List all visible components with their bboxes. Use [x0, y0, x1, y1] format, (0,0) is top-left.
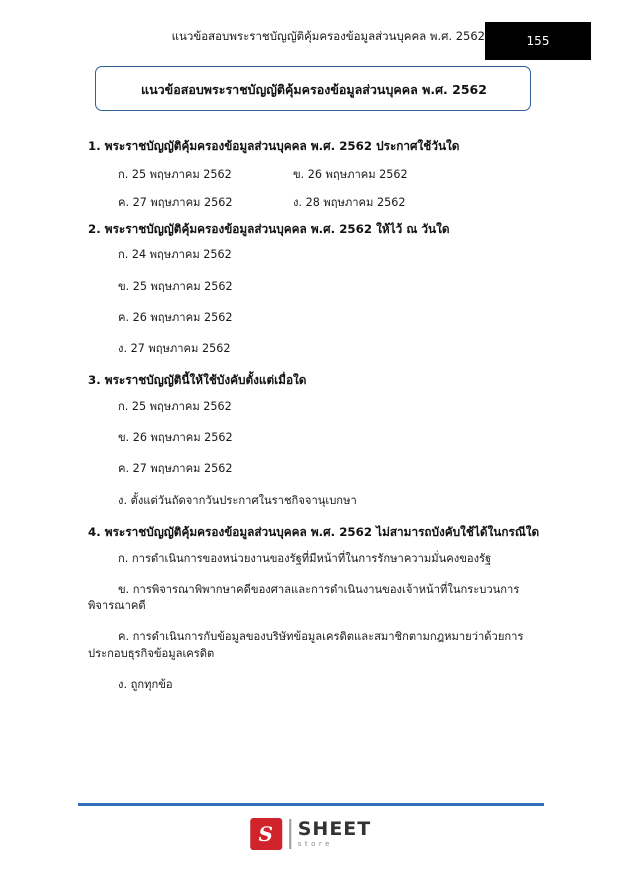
choice-item[interactable]: ก. 25 พฤษภาคม 2562 [118, 400, 232, 413]
page-number: 155 [526, 34, 550, 48]
page-title: แนวข้อสอบพระราชบัญญัติคุ้มครองข้อมูลส่วนบุคคล พ.ศ. 2562 [141, 82, 487, 97]
choice-item[interactable]: ข. การพิจารณาพิพากษาคดีของศาลและการดำเนินงานของเจ้าหน้าที่ในกระบวนการพิจารณาคดี [88, 582, 520, 613]
choice-item[interactable]: ข. 26 พฤษภาคม 2562 [293, 167, 408, 181]
footer-divider [78, 803, 544, 806]
question-text: 1. พระราชบัญญัติคุ้มครองข้อมูลส่วนบุคคล พ.ศ. 2562 ประกาศใช้วันใด [88, 139, 460, 153]
logo-divider [289, 819, 291, 849]
question-text: 3. พระราชบัญญัตินี้ให้ใช้บังคับตั้งแต่เมื่อใด [88, 373, 307, 388]
question-text: 2. พระราชบัญญัติคุ้มครองข้อมูลส่วนบุคคล พ.ศ. 2562 ให้ไว้ ณ วันใด [88, 221, 450, 236]
running-header-title: แนวข้อสอบพระราชบัญญัติคุ้มครองข้อมูลส่วนบุคคล พ.ศ. 2562 [171, 29, 485, 43]
question-block [88, 221, 556, 358]
question-block [88, 372, 556, 509]
footer-logo [250, 818, 372, 850]
choice-item[interactable]: ค. 27 พฤษภาคม 2562 [118, 195, 233, 209]
choice-item[interactable]: ค. 27 พฤษภาคม 2562 [118, 462, 233, 476]
choice-group [88, 165, 556, 211]
question-list [88, 138, 556, 708]
sheet-store-logo-icon [250, 818, 282, 850]
choice-item[interactable]: ค. 26 พฤษภาคม 2562 [118, 310, 233, 324]
choice-row [88, 165, 556, 183]
question-block [88, 138, 556, 211]
choice-row [88, 193, 556, 211]
choice-item[interactable]: ง. ตั้งแต่วันถัดจากวันประกาศในราชกิจจานุเบกษา [118, 493, 357, 507]
choice-item[interactable]: ข. 25 พฤษภาคม 2562 [118, 279, 233, 293]
choice-item[interactable]: ก. 24 พฤษภาคม 2562 [118, 248, 232, 262]
logo-wordmark [298, 820, 372, 848]
page-header [0, 22, 621, 60]
logo-sub-text: store [297, 840, 333, 848]
choice-item[interactable]: ค. การดำเนินการกับข้อมูลของบริษัทข้อมูลเครดิตและสมาชิกตามกฎหมายว่าด้วยการประกอบธุรกิจข้อมูลเครดิต [88, 630, 524, 660]
logo-letter: S [258, 822, 273, 846]
choice-item[interactable]: ก. การดำเนินการของหน่วยงานของรัฐที่มีหน้าที่ในการรักษาความมั่นคงของรัฐ [118, 551, 492, 565]
choice-item[interactable]: ง. 28 พฤษภาคม 2562 [293, 195, 406, 209]
choice-item[interactable]: ก. 25 พฤษภาคม 2562 [118, 167, 232, 181]
question-block [88, 524, 556, 693]
document-title-box [95, 66, 531, 111]
question-text: 4. พระราชบัญญัติคุ้มครองข้อมูลส่วนบุคคล พ.ศ. 2562 ไม่สามารถบังคับใช้ได้ในกรณีใด [88, 524, 540, 539]
choice-item[interactable]: ข. 26 พฤษภาคม 2562 [118, 431, 233, 445]
choice-item[interactable]: ง. 27 พฤษภาคม 2562 [118, 342, 231, 356]
choice-item[interactable]: ง. ถูกทุกข้อ [118, 677, 173, 691]
logo-main-text: SHEET [297, 818, 372, 840]
